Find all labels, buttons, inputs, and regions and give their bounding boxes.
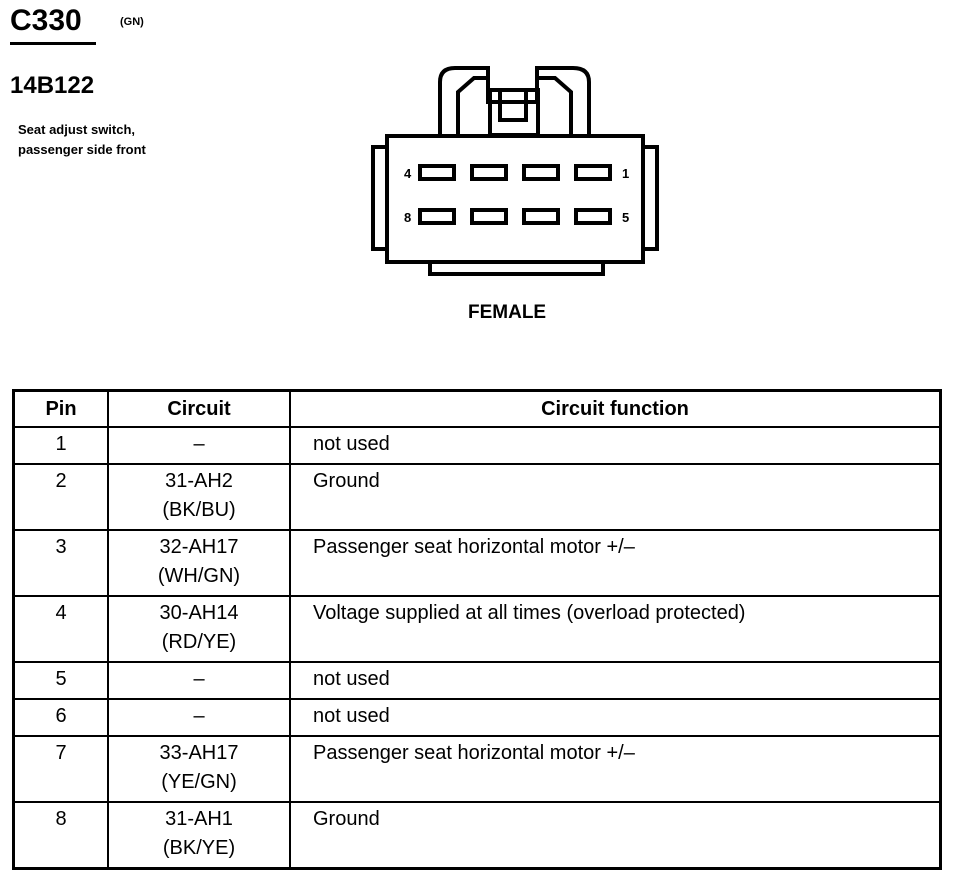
wire-color: (BK/YE) bbox=[162, 837, 236, 859]
circuit-number: 33-AH17 bbox=[159, 742, 239, 764]
cavity-8 bbox=[420, 210, 454, 223]
connector-id: C330 bbox=[10, 4, 82, 37]
circuit-function-cell: Passenger seat horizontal motor +/– bbox=[290, 530, 941, 596]
cavity-1 bbox=[576, 166, 610, 179]
table-row bbox=[14, 699, 941, 736]
header-function: Circuit function bbox=[290, 391, 941, 428]
circuit-cell bbox=[108, 427, 290, 464]
cavity-4 bbox=[420, 166, 454, 179]
connector-color: (GN) bbox=[120, 16, 144, 28]
circuit-function-cell: Ground bbox=[290, 464, 941, 530]
circuit-function-cell: Ground bbox=[290, 802, 941, 869]
circuit-cell bbox=[108, 736, 290, 802]
right-tab bbox=[643, 147, 657, 249]
circuit-number: 31-AH1 bbox=[165, 808, 233, 830]
table-row bbox=[14, 596, 941, 662]
circuit-number: – bbox=[193, 668, 205, 690]
connector-body bbox=[387, 136, 643, 262]
circuit-number: – bbox=[193, 433, 205, 455]
table-header-row bbox=[14, 391, 941, 428]
part-number: 14B122 bbox=[10, 72, 95, 99]
circuit-function-cell: not used bbox=[290, 699, 941, 736]
circuit-number: 32-AH17 bbox=[159, 536, 239, 558]
table-row bbox=[14, 464, 941, 530]
pin-label-1: 1 bbox=[622, 166, 630, 181]
circuit-cell bbox=[108, 530, 290, 596]
circuit-cell bbox=[108, 802, 290, 869]
table-row bbox=[14, 427, 941, 464]
cavity-7 bbox=[472, 210, 506, 223]
circuit-cell bbox=[108, 464, 290, 530]
description-line-1: Seat adjust switch, bbox=[18, 122, 136, 137]
cavity-3 bbox=[472, 166, 506, 179]
table-row bbox=[14, 736, 941, 802]
circuit-number: – bbox=[193, 705, 205, 727]
latch-inner-left bbox=[458, 78, 488, 136]
circuit-function-cell: not used bbox=[290, 427, 941, 464]
table-row bbox=[14, 530, 941, 596]
circuit-cell bbox=[108, 662, 290, 699]
pin-number-cell: 6 bbox=[14, 699, 109, 736]
connector-description bbox=[18, 120, 146, 160]
latch-housing bbox=[440, 68, 589, 136]
table-row bbox=[14, 802, 941, 869]
circuit-function-cell: not used bbox=[290, 662, 941, 699]
latch-button-inner bbox=[500, 90, 526, 120]
wire-color: (BK/BU) bbox=[162, 499, 236, 521]
pin-number-cell: 5 bbox=[14, 662, 109, 699]
header-pin: Pin bbox=[14, 391, 109, 428]
pin-label-5: 5 bbox=[622, 210, 630, 225]
description-line-2: passenger side front bbox=[18, 142, 146, 157]
pinout-table bbox=[12, 389, 942, 870]
wire-color: (WH/GN) bbox=[157, 565, 241, 587]
cavity-2 bbox=[524, 166, 558, 179]
pin-label-8: 8 bbox=[404, 210, 412, 225]
cavity-5 bbox=[576, 210, 610, 223]
wire-color: (RD/YE) bbox=[161, 631, 237, 653]
pin-number-cell: 3 bbox=[14, 530, 109, 596]
wire-color: (YE/GN) bbox=[161, 771, 237, 793]
connector-id-underline bbox=[10, 42, 96, 45]
table-row bbox=[14, 662, 941, 699]
pin-number-cell: 2 bbox=[14, 464, 109, 530]
pin-number-cell: 8 bbox=[14, 802, 109, 869]
pin-number-cell: 1 bbox=[14, 427, 109, 464]
circuit-number: 31-AH2 bbox=[165, 470, 233, 492]
circuit-number: 30-AH14 bbox=[159, 602, 239, 624]
connector-gender-label: FEMALE bbox=[468, 302, 547, 323]
latch-inner-right bbox=[537, 78, 571, 136]
left-tab bbox=[373, 147, 387, 249]
circuit-function-cell: Passenger seat horizontal motor +/– bbox=[290, 736, 941, 802]
pin-number-cell: 4 bbox=[14, 596, 109, 662]
circuit-cell bbox=[108, 596, 290, 662]
circuit-cell bbox=[108, 699, 290, 736]
connector-face-diagram bbox=[360, 52, 670, 282]
pin-number-cell: 7 bbox=[14, 736, 109, 802]
cavity-6 bbox=[524, 210, 558, 223]
pin-label-4: 4 bbox=[404, 166, 412, 181]
latch-button bbox=[490, 90, 538, 135]
header-circuit: Circuit bbox=[108, 391, 290, 428]
circuit-function-cell: Voltage supplied at all times (overload protected) bbox=[290, 596, 941, 662]
